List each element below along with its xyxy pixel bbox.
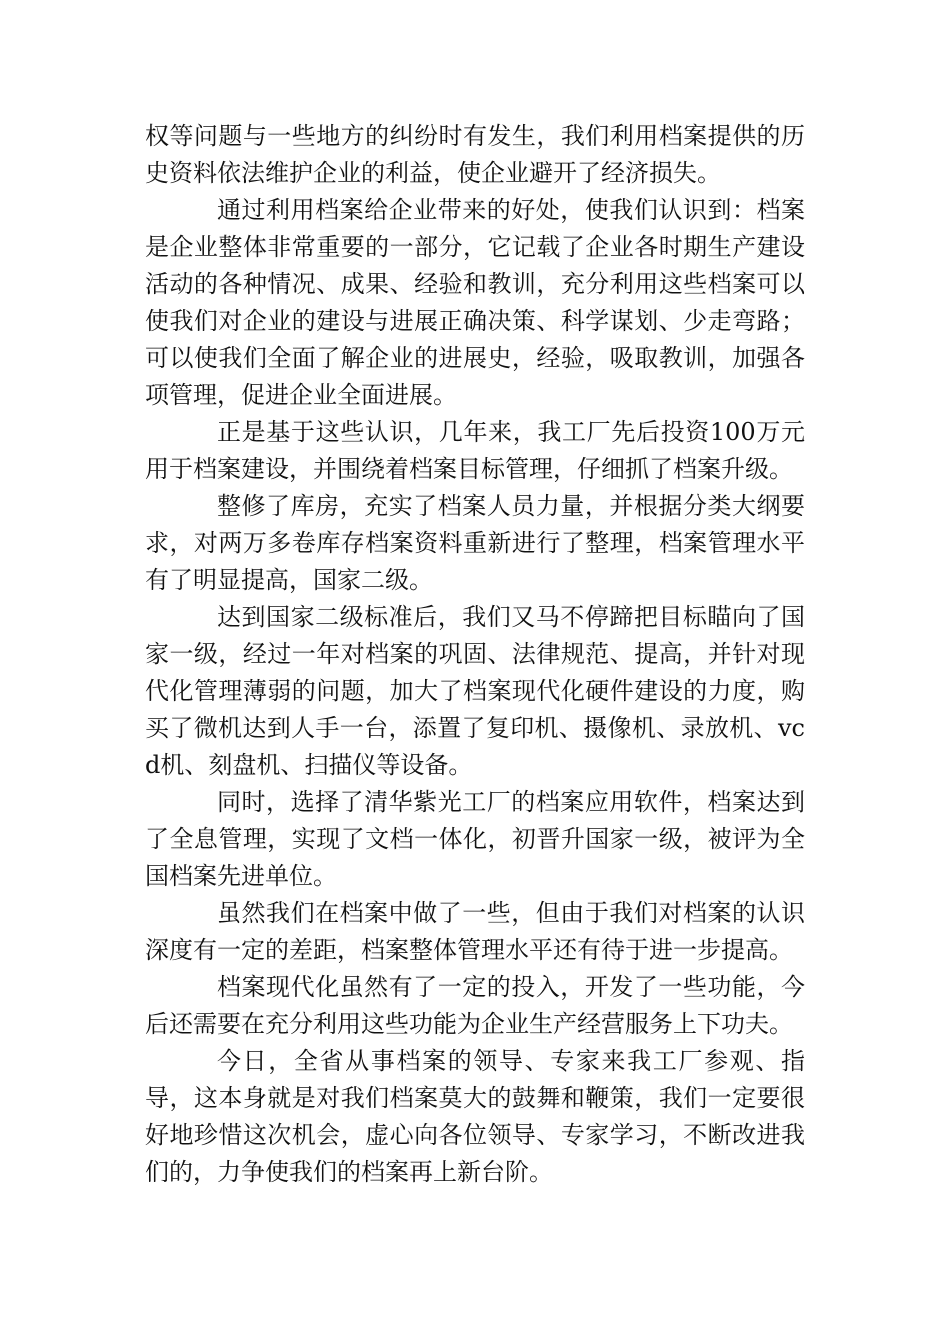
paragraph-3: 正是基于这些认识，几年来，我工厂先后投资100万元用于档案建设，并围绕着档案目标管理，仔细抓了档案升级。	[145, 418, 805, 483]
document-body	[145, 118, 805, 1191]
paragraph-5: 达到国家二级标准后，我们又马不停蹄把目标瞄向了国家一级，经过一年对档案的巩固、法律规范、提高，并针对现代化管理薄弱的问题，加大了档案现代化硬件建设的力度，购买了微机达到人手一台，添置了复印机、摄像机、录放机、vcd机、刻盘机、扫描仪等设备。	[145, 603, 805, 779]
paragraph-6: 同时，选择了清华紫光工厂的档案应用软件，档案达到了全息管理，实现了文档一体化，初晋升国家一级，被评为全国档案先进单位。	[145, 788, 805, 890]
paragraph-9: 今日，全省从事档案的领导、专家来我工厂参观、指导，这本身就是对我们档案莫大的鼓舞和鞭策，我们一定要很好地珍惜这次机会，虚心向各位领导、专家学习，不断改进我们的，力争使我们的档案再上新台阶。	[145, 1047, 805, 1186]
paragraph-2: 通过利用档案给企业带来的好处，使我们认识到：档案是企业整体非常重要的一部分，它记载了企业各时期生产建设活动的各种情况、成果、经验和教训，充分利用这些档案可以使我们对企业的建设与进展正确决策、科学谋划、少走弯路；可以使我们全面了解企业的进展史，经验，吸取教训，加强各项管理，促进企业全面进展。	[145, 196, 805, 409]
paragraph-7: 虽然我们在档案中做了一些，但由于我们对档案的认识深度有一定的差距，档案整体管理水平还有待于进一步提高。	[145, 899, 805, 964]
paragraph-1: 权等问题与一些地方的纠纷时有发生，我们利用档案提供的历史资料依法维护企业的利益，使企业避开了经济损失。	[145, 122, 805, 187]
paragraph-8: 档案现代化虽然有了一定的投入，开发了一些功能，今后还需要在充分利用这些功能为企业生产经营服务上下功夫。	[145, 973, 805, 1038]
paragraph-4: 整修了库房，充实了档案人员力量，并根据分类大纲要求，对两万多卷库存档案资料重新进行了整理，档案管理水平有了明显提高，国家二级。	[145, 492, 805, 594]
